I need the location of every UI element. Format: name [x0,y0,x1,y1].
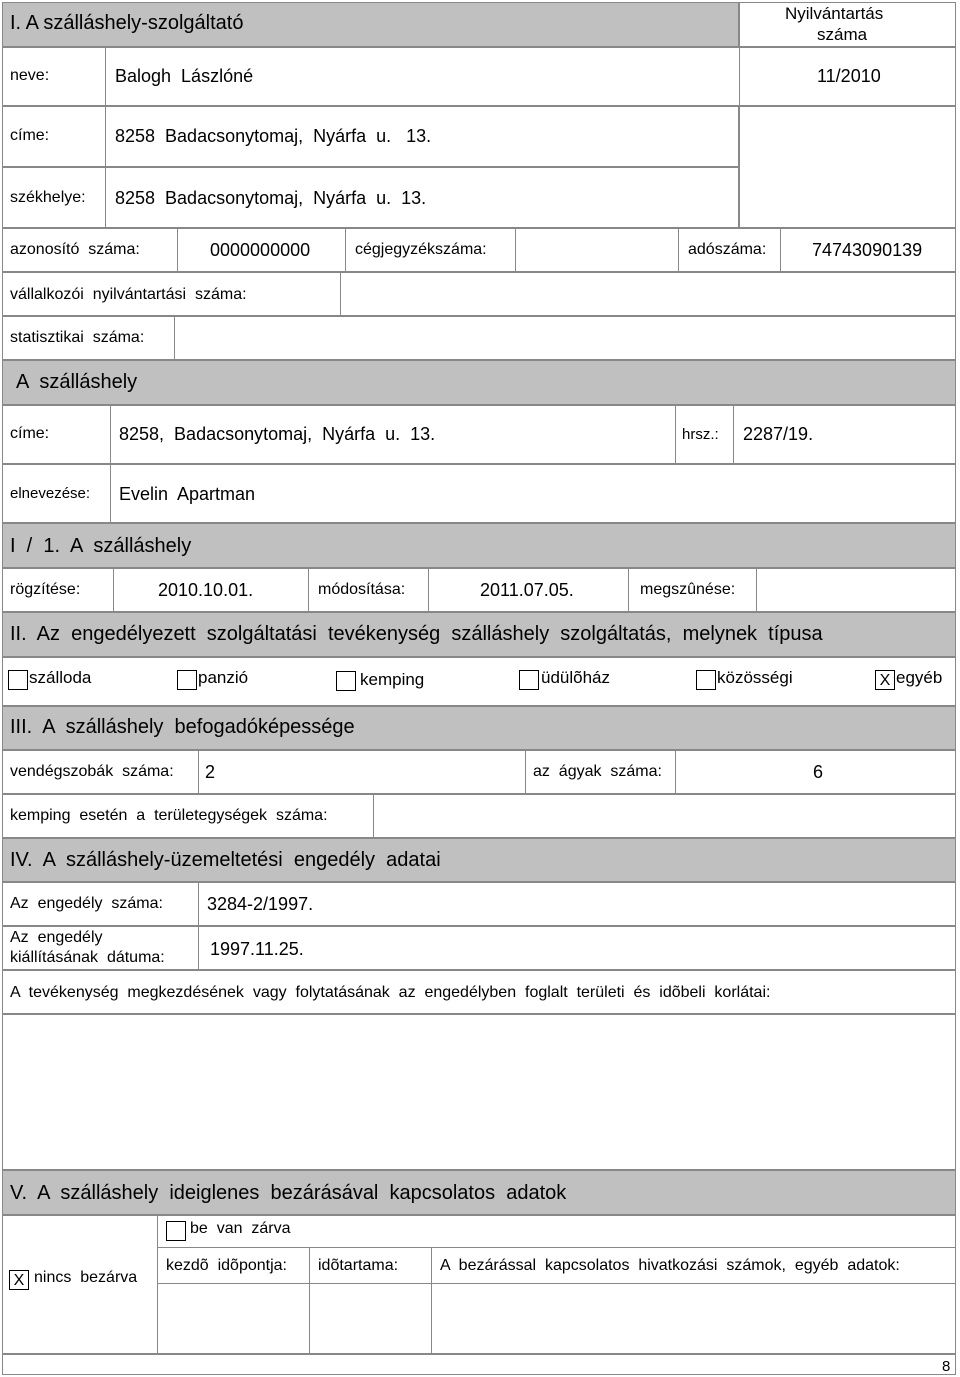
permit-date-label-1: Az engedély [10,929,103,946]
type-checkbox-szalloda[interactable] [8,670,28,690]
permit-number-label: Az engedély száma: [10,895,163,912]
permit-section-title: IV. A szálláshely-üzemeltetési engedély adatai [10,849,441,871]
modified-label: módosítása: [318,581,406,598]
restrictions-label: A tevékenység megkezdésének vagy folytatásának az engedélyben foglalt területi és idõbeli korlátai: [10,984,771,1001]
registration-number-label-2: száma [817,25,868,44]
accommodation-name-label: elnevezése: [10,485,91,502]
restrictions-value-box [2,1014,956,1170]
type-label-udulohaz: üdülõház [541,668,611,687]
id-number-label: azonosító száma: [10,241,140,258]
registration-number-label-1: Nyilvántartás [785,4,884,23]
terminated-label: megszûnése: [640,581,736,598]
closure-start-label: kezdõ idõpontja: [166,1257,287,1274]
service-type-section-title: II. Az engedélyezett szolgáltatási tevékenység szálláshely szolgáltatás, melynek típusa [10,623,823,645]
tax-number-value: 74743090139 [812,240,923,260]
not-closed-checkbox[interactable]: X [9,1270,29,1290]
accommodation-address-value: 8258, Badacsonytomaj, Nyárfa u. 13. [119,424,436,444]
type-label-egyeb: egyéb [896,668,943,687]
type-label-kemping: kemping [360,670,425,689]
provider-address-value: 8258 Badacsonytomaj, Nyárfa u. 13. [115,126,432,146]
provider-address-label: címe: [10,127,50,144]
type-checkbox-udulohaz[interactable] [519,670,539,690]
page-footer [2,1354,956,1375]
statistics-number-label: statisztikai száma: [10,329,145,346]
provider-section-title: I. A szálláshely-szolgáltató [10,12,244,34]
permit-date-value: 1997.11.25. [210,939,304,959]
capacity-section-title: III. A szálláshely befogadóképessége [10,716,355,738]
beds-value: 6 [813,762,824,782]
company-reg-label: cégjegyzékszáma: [355,241,487,258]
modified-value: 2011.07.05. [480,580,574,600]
beds-label: az ágyak száma: [533,763,662,780]
type-label-szalloda: szálloda [29,668,92,687]
provider-seat-value: 8258 Badacsonytomaj, Nyárfa u. 13. [115,188,427,208]
type-label-panzio: panzió [198,668,249,687]
provider-seat-label: székhelye: [10,189,86,206]
record-dates-row [2,568,956,612]
closed-label: be van zárva [190,1220,291,1237]
closure-refs-label: A bezárással kapcsolatos hivatkozási számok, egyéb adatok: [440,1257,900,1274]
accommodation-name-value: Evelin Apartman [119,484,256,504]
accommodation-section-header [2,360,956,405]
permit-date-label-2: kiállításának dátuma: [10,949,165,966]
not-closed-label: nincs bezárva [34,1269,138,1286]
accommodation-section-title: A szálláshely [16,371,138,393]
type-checkbox-kemping[interactable] [336,671,356,691]
entrepreneur-number-label: vállalkozói nyilvántartási száma: [10,286,247,303]
accommodation-address-label: címe: [10,425,50,442]
type-checkbox-egyeb[interactable]: X [875,670,895,690]
recorded-label: rögzítése: [10,581,81,598]
closed-checkbox[interactable] [166,1221,186,1241]
service-type-row [2,657,956,706]
permit-number-value: 3284-2/1997. [207,894,314,914]
id-number-value: 0000000000 [210,240,311,260]
recorded-value: 2010.10.01. [158,580,254,600]
provider-name-label: neve: [10,67,50,84]
provider-name-value: Balogh Lászlóné [115,66,254,86]
registration-number-value: 11/2010 [817,66,881,86]
closure-section-title: V. A szálláshely ideiglenes bezárásával kapcsolatos adatok [10,1182,567,1204]
hrsz-label: hrsz.: [682,426,719,443]
closure-data-area [2,1215,956,1354]
type-label-kozossegi: közösségi [717,668,793,687]
camping-units-label: kemping esetén a területegységek száma: [10,807,328,824]
type-checkbox-kozossegi[interactable] [696,670,716,690]
guest-rooms-label: vendégszobák száma: [10,763,174,780]
guest-rooms-value: 2 [205,762,216,782]
closure-duration-label: idõtartama: [318,1257,399,1274]
record-section-title: I / 1. A szálláshely [10,535,192,557]
type-checkbox-panzio[interactable] [177,670,197,690]
tax-number-label: adószáma: [688,241,767,258]
hrsz-value: 2287/19. [743,424,814,444]
page-number: 8 [942,1358,951,1375]
statistics-row [2,316,956,360]
